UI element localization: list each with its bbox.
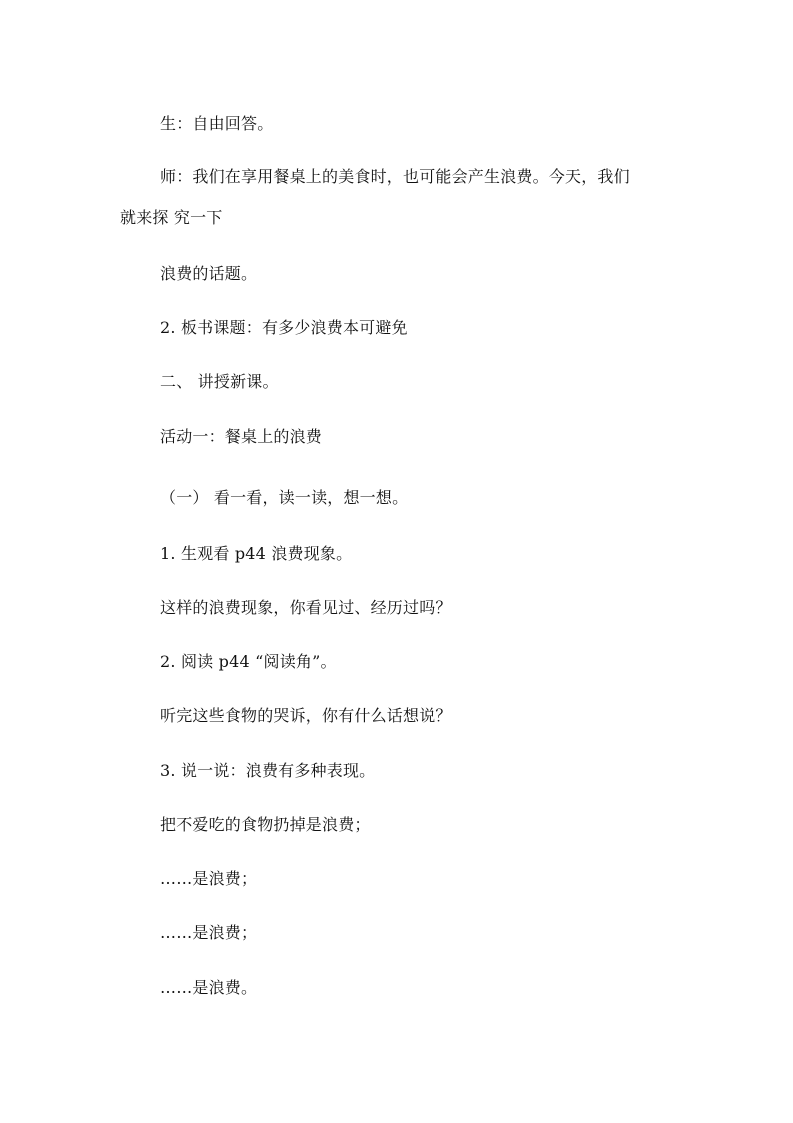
text-line-teacher-intro-cont: 就来探 究一下 [120, 208, 223, 227]
text-line-blank-2: ……是浪费； [160, 923, 258, 942]
text-line-teacher-intro: 师：我们在享用餐桌上的美食时，也可能会产生浪费。今天，我们 [160, 167, 630, 186]
text-line-topic: 浪费的话题。 [160, 264, 258, 283]
text-line-step-2: 2. 阅读 p44 “阅读角”。 [160, 652, 337, 671]
section-heading-new-lesson: 二、 讲授新课。 [160, 372, 279, 391]
text-line-board-title: 2. 板书课题：有多少浪费本可避免 [160, 318, 408, 337]
text-line-blank-3: ……是浪费。 [160, 978, 258, 997]
text-line-student-answer: 生：自由回答。 [160, 114, 274, 133]
text-line-blank-1: ……是浪费； [160, 869, 258, 888]
subsection-heading: （一） 看一看，读一读，想一想。 [160, 488, 409, 507]
activity-heading: 活动一：餐桌上的浪费 [160, 427, 323, 446]
text-line-question-2: 听完这些食物的哭诉，你有什么话想说？ [160, 706, 452, 725]
text-line-step-3: 3. 说一说：浪费有多种表现。 [160, 761, 376, 780]
text-line-question-1: 这样的浪费现象，你看见过、经历过吗？ [160, 598, 452, 617]
text-line-example: 把不爱吃的食物扔掉是浪费； [160, 815, 371, 834]
text-line-step-1: 1. 生观看 p44 浪费现象。 [160, 544, 353, 563]
